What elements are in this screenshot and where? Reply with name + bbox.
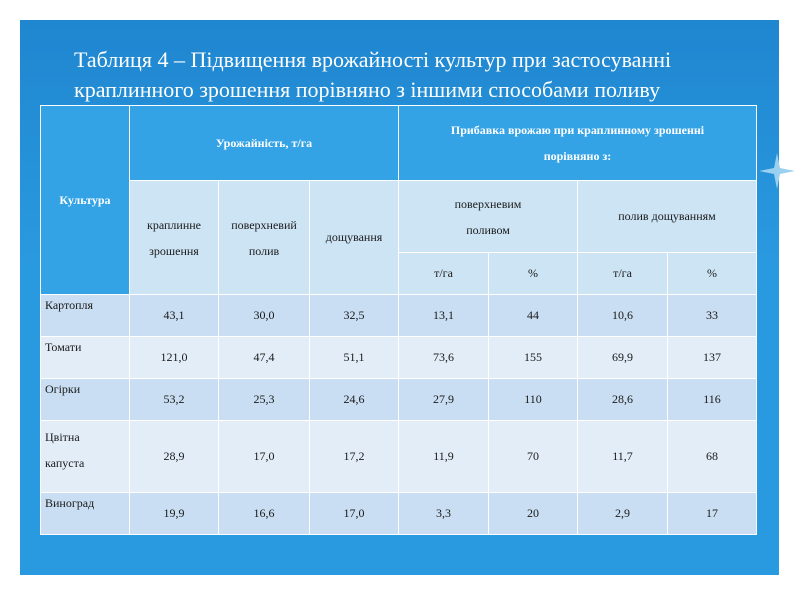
table-cell: 121,0 <box>130 337 219 379</box>
table-cell: 116 <box>668 379 757 421</box>
table-cell: 3,3 <box>399 493 489 535</box>
table-cell: 20 <box>489 493 578 535</box>
header-vs-sprinkle: полив дощуванням <box>578 181 757 253</box>
header-drip-line-2: зрошення <box>149 243 199 258</box>
sparkle-icon <box>757 151 797 191</box>
table-cell: 73,6 <box>399 337 489 379</box>
culture-name: Огірки <box>45 382 81 396</box>
table-row <box>41 379 757 421</box>
table-cell: 68 <box>668 421 757 493</box>
table-cell: 2,9 <box>578 493 668 535</box>
culture-name: Виноград <box>45 496 95 510</box>
header-surface <box>219 181 310 295</box>
header-culture: Культура <box>41 106 130 295</box>
table-cell: 137 <box>668 337 757 379</box>
table-cell: 17,0 <box>219 421 310 493</box>
culture-name: Картопля <box>45 298 94 312</box>
table-cell: 28,6 <box>578 379 668 421</box>
table-cell: 27,9 <box>399 379 489 421</box>
culture-name-line-2: капуста <box>45 456 85 470</box>
table-cell: 11,7 <box>578 421 668 493</box>
table-cell: 24,6 <box>310 379 399 421</box>
culture-name-cell <box>41 379 130 421</box>
table-cell: 11,9 <box>399 421 489 493</box>
table-cell: 51,1 <box>310 337 399 379</box>
table-cell: 10,6 <box>578 295 668 337</box>
header-vs-surface-line-2: поливом <box>466 222 510 237</box>
table-row <box>41 295 757 337</box>
header-surface-line-1: поверхневий <box>231 217 297 232</box>
header-unit-t: т/га <box>399 253 489 295</box>
table-cell: 43,1 <box>130 295 219 337</box>
culture-name: Цвітна <box>45 430 80 444</box>
table-cell: 110 <box>489 379 578 421</box>
header-vs-surface <box>399 181 578 253</box>
culture-name: Томати <box>45 340 82 354</box>
table-cell: 13,1 <box>399 295 489 337</box>
table-cell: 16,6 <box>219 493 310 535</box>
title-line-1: Таблиця 4 – Підвищення врожайності культур при застосуванні <box>74 47 672 72</box>
table-cell: 30,0 <box>219 295 310 337</box>
table-cell: 19,9 <box>130 493 219 535</box>
table-cell: 47,4 <box>219 337 310 379</box>
table-cell: 17,0 <box>310 493 399 535</box>
header-surface-line-2: полив <box>248 243 280 258</box>
table-cell: 69,9 <box>578 337 668 379</box>
table-cell: 155 <box>489 337 578 379</box>
header-yield: Урожайність, т/га <box>130 106 399 181</box>
slide-title <box>74 45 764 105</box>
table-cell: 44 <box>489 295 578 337</box>
table-cell: 33 <box>668 295 757 337</box>
header-drip <box>130 181 219 295</box>
table-cell: 70 <box>489 421 578 493</box>
header-unit-pct: % <box>489 253 578 295</box>
title-line-2: краплинного зрошення порівняно з іншими способами поливу <box>74 77 661 102</box>
yield-table <box>40 105 757 535</box>
header-increase-line-2: порівняно з: <box>543 149 612 163</box>
header-drip-line-1: краплинне <box>147 217 201 232</box>
header-unit-t-2: т/га <box>578 253 668 295</box>
table-body <box>41 295 757 535</box>
table-cell: 53,2 <box>130 379 219 421</box>
table-row <box>41 493 757 535</box>
header-vs-surface-line-1: поверхневим <box>454 196 522 211</box>
table-cell: 17,2 <box>310 421 399 493</box>
table-cell: 25,3 <box>219 379 310 421</box>
culture-name-cell <box>41 493 130 535</box>
table-cell: 28,9 <box>130 421 219 493</box>
table-row <box>41 337 757 379</box>
header-increase <box>399 106 757 181</box>
culture-name-cell <box>41 295 130 337</box>
table-row <box>41 421 757 493</box>
header-sprinkle: дощування <box>310 181 399 295</box>
table-cell: 17 <box>668 493 757 535</box>
culture-name-cell <box>41 421 130 493</box>
culture-name-cell <box>41 337 130 379</box>
header-increase-line-1: Прибавка врожаю при краплинному зрошенні <box>450 123 705 137</box>
table-cell: 32,5 <box>310 295 399 337</box>
header-unit-pct-2: % <box>668 253 757 295</box>
